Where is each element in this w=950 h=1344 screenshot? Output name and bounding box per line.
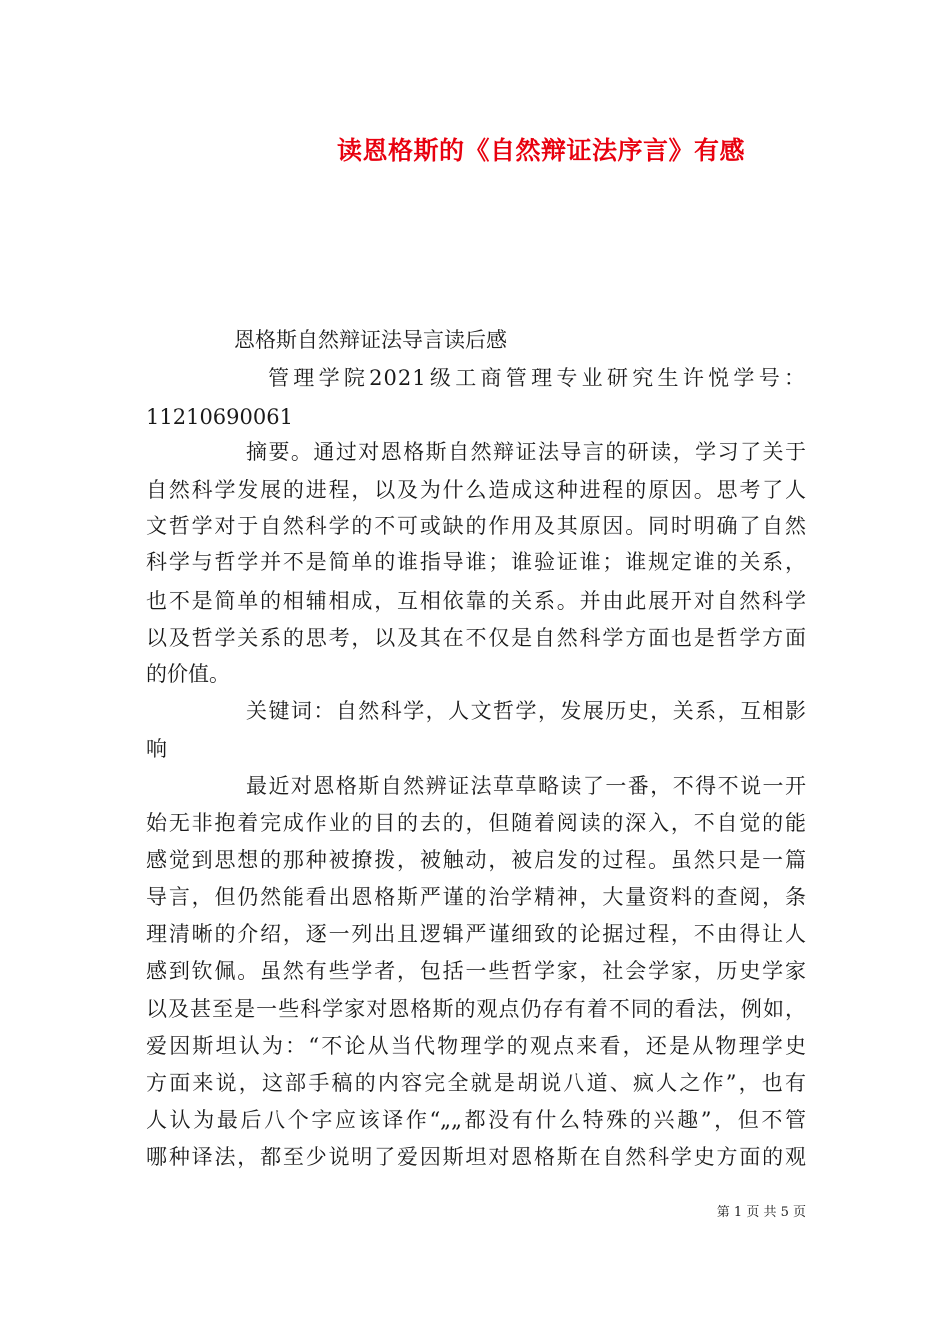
abstract-line-7: 的价值。	[146, 662, 230, 686]
body-line-2: 始无非抱着完成作业的目的去的，但随着阅读的深入，不自觉的能	[146, 811, 806, 835]
body-line-3: 感觉到思想的那种被撩拨，被触动，被启发的过程。虽然只是一篇	[146, 848, 806, 872]
body-line-9: 方面来说，这部手稿的内容完全就是胡说八道、疯人之作”，也有	[146, 1071, 806, 1095]
abstract-line-2: 自然科学发展的进程，以及为什么造成这种进程的原因。思考了人	[146, 478, 806, 502]
abstract-line-3: 文哲学对于自然科学的不可或缺的作用及其原因。同时明确了自然	[146, 514, 806, 538]
author-line: 管理学院2021级工商管理专业研究生许悦学号：	[268, 366, 806, 390]
keywords-line-2: 响	[146, 737, 167, 761]
abstract-line-5: 也不是简单的相辅相成，互相依靠的关系。并由此展开对自然科学	[146, 589, 806, 613]
body-line-5: 理清晰的介绍，逐一列出且逻辑严谨细致的论据过程，不由得让人	[146, 922, 806, 946]
keywords-line-1: 关键词：自然科学，人文哲学，发展历史，关系，互相影	[246, 699, 806, 723]
body-line-8: 爱因斯坦认为：“不论从当代物理学的观点来看，还是从物理学史	[146, 1034, 806, 1058]
body-line-10: 人认为最后八个字应该译作“„„都没有什么特殊的兴趣”，但不管	[146, 1108, 806, 1132]
body-line-7: 以及甚至是一些科学家对恩格斯的观点仍存有着不同的看法，例如，	[146, 997, 806, 1021]
body-line-1: 最近对恩格斯自然辨证法草草略读了一番，不得不说一开	[246, 774, 806, 798]
subtitle: 恩格斯自然辩证法导言读后感	[234, 328, 507, 352]
document-title: 读恩格斯的《自然辩证法序言》有感	[336, 136, 745, 165]
page-number: 第 1 页 共 5 页	[716, 1205, 806, 1220]
body-line-11: 哪种译法，都至少说明了爱因斯坦对恩格斯在自然科学史方面的观	[146, 1145, 806, 1169]
abstract-line-6: 以及哲学关系的思考，以及其在不仅是自然科学方面也是哲学方面	[146, 626, 806, 650]
body-line-4: 导言，但仍然能看出恩格斯严谨的治学精神，大量资料的查阅，条	[146, 885, 806, 909]
abstract-line-4: 科学与哲学并不是简单的谁指导谁；谁验证谁；谁规定谁的关系，	[146, 550, 806, 574]
abstract-line-1: 摘要。通过对恩格斯自然辩证法导言的研读，学习了关于	[246, 440, 806, 464]
body-line-6: 感到钦佩。虽然有些学者，包括一些哲学家，社会学家，历史学家	[146, 959, 806, 983]
student-id: 11210690061	[146, 405, 293, 429]
